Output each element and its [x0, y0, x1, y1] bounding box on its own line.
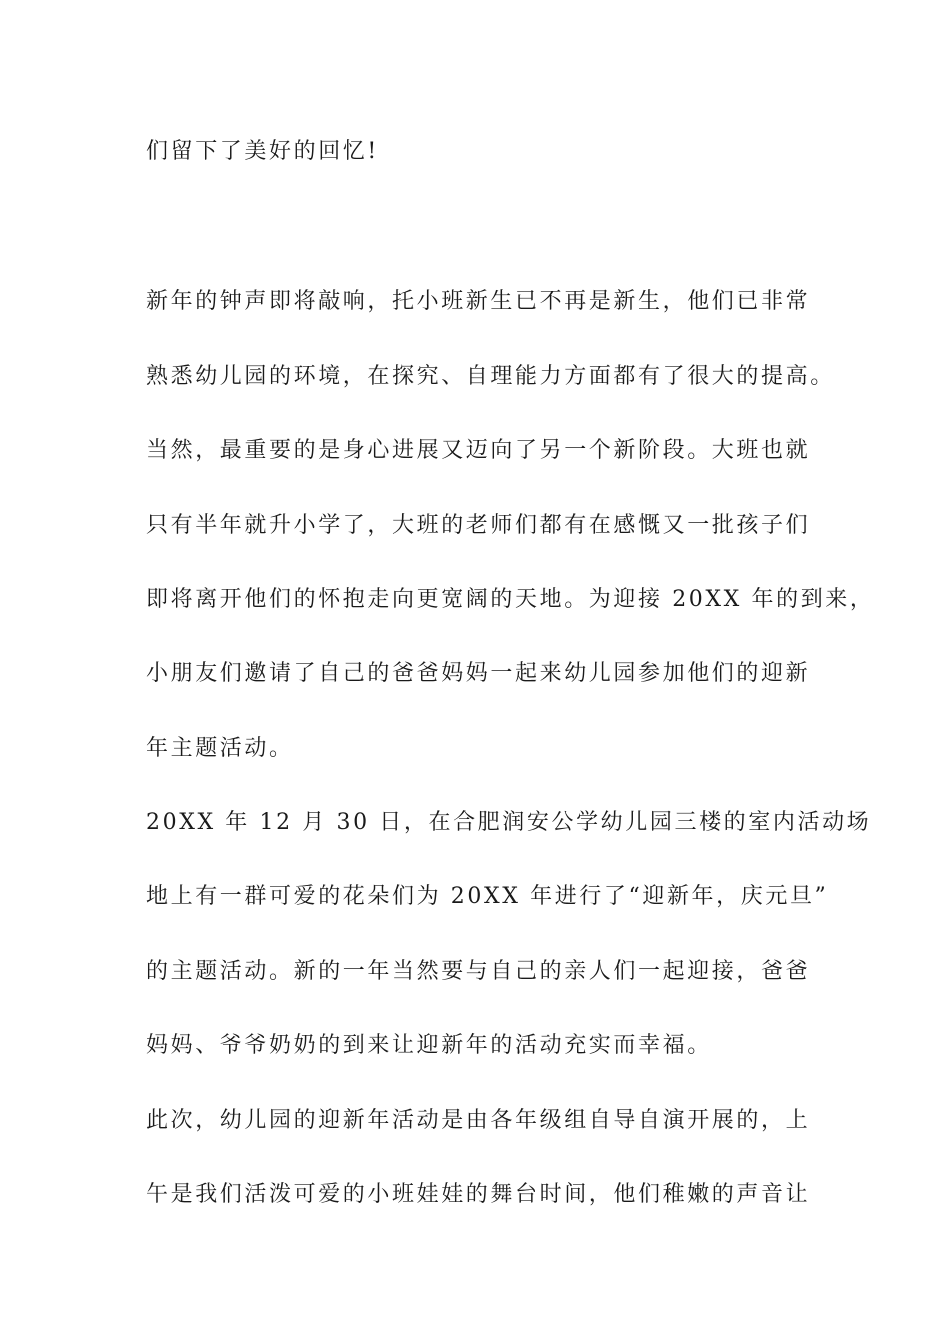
- text-line-3: 熟悉幼儿园的环境，在探究、自理能力方面都有了很大的提高。: [146, 364, 835, 389]
- text-line-1: 们留下了美好的回忆!: [146, 139, 379, 164]
- text-line-2: 新年的钟声即将敲响，托小班新生已不再是新生，他们已非常: [146, 289, 811, 314]
- text-line-8: 年主题活动。: [146, 736, 294, 761]
- text-line-13: 此次，幼儿园的迎新年活动是由各年级组自导自演开展的，上: [146, 1108, 811, 1133]
- text-line-10: 地上有一群可爱的花朵们为 20XX 年进行了“迎新年，庆元旦”: [146, 884, 829, 909]
- text-line-11: 的主题活动。新的一年当然要与自己的亲人们一起迎接，爸爸: [146, 959, 811, 984]
- text-line-4: 当然，最重要的是身心进展又迈向了另一个新阶段。大班也就: [146, 438, 811, 463]
- text-line-5: 只有半年就升小学了，大班的老师们都有在感慨又一批孩子们: [146, 513, 811, 538]
- text-line-7: 小朋友们邀请了自己的爸爸妈妈一起来幼儿园参加他们的迎新: [146, 661, 811, 686]
- text-line-6: 即将离开他们的怀抱走向更宽阔的天地。为迎接 20XX 年的到来，: [146, 587, 875, 612]
- text-line-12: 妈妈、爷爷奶奶的到来让迎新年的活动充实而幸福。: [146, 1033, 712, 1058]
- text-line-9: 20XX 年 12 月 30 日，在合肥润安公学幼儿园三楼的室内活动场: [146, 810, 872, 835]
- text-line-14: 午是我们活泼可爱的小班娃娃的舞台时间，他们稚嫩的声音让: [146, 1182, 811, 1207]
